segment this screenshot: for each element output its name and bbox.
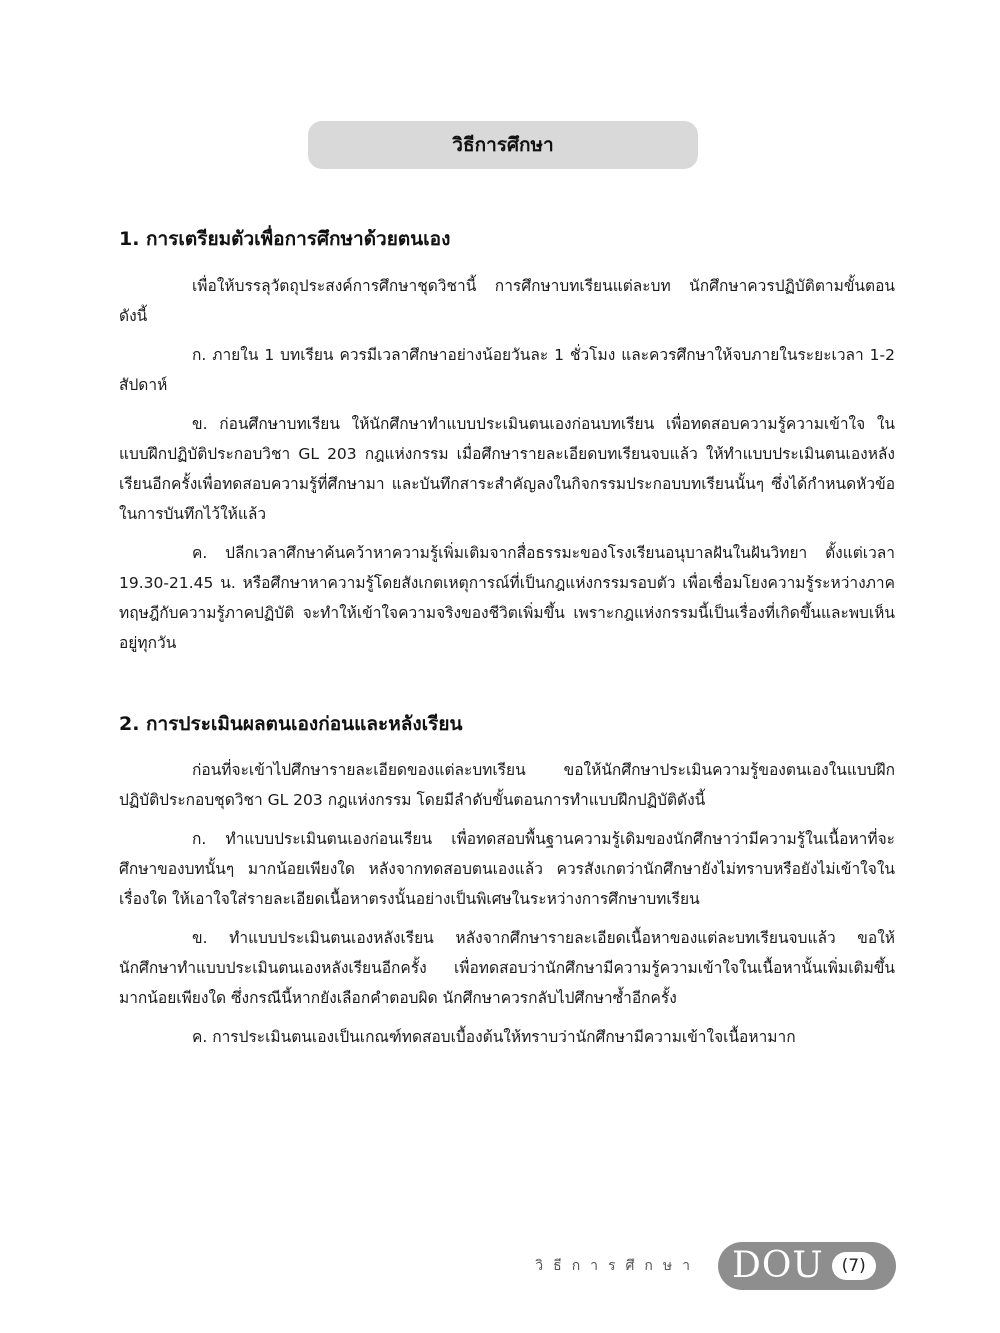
section-heading: 2. การประเมินผลตนเองก่อนและหลังเรียน [119, 712, 463, 735]
footer-badge [718, 1242, 896, 1290]
section-self-assessment [119, 711, 895, 1053]
paragraph: เพื่อให้บรรลุวัตถุประสงค์การศึกษาชุดวิชานี้ การศึกษาบทเรียนแต่ละบท นักศึกษาควรปฏิบัติตามขั้นตอนดังนี้ [119, 276, 895, 325]
paragraph: ก. ภายใน 1 บทเรียน ควรมีเวลาศึกษาอย่างน้อยวันละ 1 ชั่วโมง และควรศึกษาให้จบภายในระยะเวลา 1-2 สัปดาห์ [119, 345, 895, 394]
footer-label: วิธีการศึกษา [535, 1258, 700, 1274]
page-number: (7) [832, 1252, 876, 1280]
section-preparation [119, 226, 895, 658]
paragraph: ข. ก่อนศึกษาบทเรียน ให้นักศึกษาทำแบบประเมินตนเองก่อนบทเรียน เพื่อทดสอบความรู้ความเข้าใจ ในแบบฝึกปฏิบัติประกอบวิชา GL 203 กฎแห่งกรรม เมื่อศึกษารายละเอียดบทเรียนจบแล้ว ให้ทำแบบประเมินตนเองหลังเรียนอีกครั้งเพื่อทดสอบความรู้ที่ศึกษามา และบันทึกสาระสำคัญลงในกิจกรรมประกอบบทเรียนนั้นๆ ซึ่งได้กำหนดหัวข้อในการบันทึกไว้ให้แล้ว [119, 414, 895, 523]
page-footer [535, 1242, 896, 1290]
section-divider [119, 667, 895, 711]
paragraph: ค. การประเมินตนเองเป็นเกณฑ์ทดสอบเบื้องต้นให้ทราบว่านักศึกษามีความเข้าใจเนื้อหามาก [192, 1028, 796, 1047]
paragraph: ค. ปลีกเวลาศึกษาค้นคว้าหาความรู้เพิ่มเติมจากสื่อธรรมะของโรงเรียนอนุบาลฝันในฝันวิทยา ตั้งแต่เวลา 19.30-21.45 น. หรือศึกษาหาความรู้โดยสังเกตเหตุการณ์ที่เป็นกฎแห่งกรรมรอบตัว เพื่อเชื่อมโยงความรู้ระหว่างภาคทฤษฎีกับความรู้ภาคปฏิบัติ จะทำให้เข้าใจความจริงของชีวิตเพิ่มขึ้น เพราะกฎแห่งกรรมนี้เป็นเรื่องที่เกิดขึ้นและพบเห็นอยู่ทุกวัน [119, 543, 895, 652]
dou-logo: DOU [732, 1245, 824, 1286]
document-body [119, 226, 895, 1061]
page-title-text: วิธีการศึกษา [452, 134, 554, 156]
page-title [308, 121, 698, 169]
paragraph: ก. ทำแบบประเมินตนเองก่อนเรียน เพื่อทดสอบพื้นฐานความรู้เดิมของนักศึกษาว่ามีความรู้ในเนื้อหาที่จะศึกษาของบทนั้นๆ มากน้อยเพียงใด หลังจากทดสอบตนเองแล้ว ควรสังเกตว่านักศึกษายังไม่ทราบหรือยังไม่เข้าใจในเรื่องใด ให้เอาใจใส่รายละเอียดเนื้อหาตรงนั้นอย่างเป็นพิเศษในระหว่างการศึกษาบทเรียน [119, 830, 895, 909]
paragraph: ก่อนที่จะเข้าไปศึกษารายละเอียดของแต่ละบทเรียน ขอให้นักศึกษาประเมินความรู้ของตนเองในแบบฝึกปฏิบัติประกอบชุดวิชา GL 203 กฎแห่งกรรม โดยมีลำดับขั้นตอนการทำแบบฝึกปฏิบัติดังนี้ [119, 761, 895, 810]
section-heading: 1. การเตรียมตัวเพื่อการศึกษาด้วยตนเอง [119, 228, 451, 250]
paragraph: ข. ทำแบบประเมินตนเองหลังเรียน หลังจากศึกษารายละเอียดเนื้อหาของแต่ละบทเรียนจบแล้ว ขอให้นักศึกษาทำแบบประเมินตนเองหลังเรียนอีกครั้ง เพื่อทดสอบว่านักศึกษามีความรู้ความเข้าใจในเนื้อหานั้นเพิ่มเติมขึ้นมากน้อยเพียงใด ซึ่งกรณีนี้หากยังเลือกคำตอบผิด นักศึกษาควรกลับไปศึกษาซ้ำอีกครั้ง [119, 929, 895, 1008]
